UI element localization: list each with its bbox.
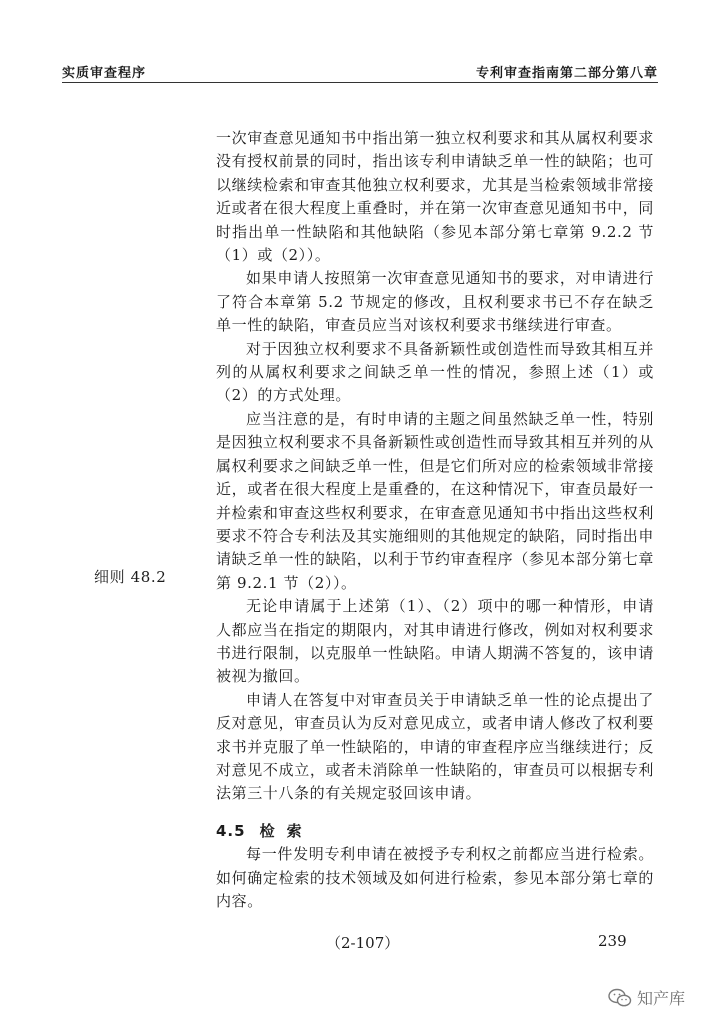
paragraph: 申请人在答复中对审查员关于申请缺乏单一性的论点提出了反对意见，审查员认为反对意见成立，或者申请人修改了权利要求书并克服了单一性缺陷的，申请的审查程序应当继续进行；反对意见不成立，或者未消除单一性缺陷的，审查员可以根据专利法第三十八条的有关规定驳回该申请。 bbox=[216, 690, 654, 803]
paragraph: 一次审查意见通知书中指出第一独立权利要求和其从属权利要求没有授权前景的同时，指出该专利申请缺乏单一性的缺陷；也可以继续检索和审查其他独立权利要求，尤其是当检索领域非常接近或者在很大程度上重叠时，并在第一次审查意见通知书中，同时指出单一性缺陷和其他缺陷（参见本部分第七章第 9.2.2 节（1）或（2））。 bbox=[216, 129, 654, 265]
margin-note: 细则 48.2 bbox=[94, 568, 167, 586]
page-number: 239 bbox=[598, 932, 627, 950]
wechat-icon bbox=[608, 988, 632, 1008]
paragraph: 对于因独立权利要求不具备新颖性或创造性而导致其相互并列的从属权利要求之间缺乏单一性的情况，参照上述（1）或（2）的方式处理。 bbox=[216, 339, 654, 405]
header-guide-title: 专利审查指南第二部分第八章 bbox=[475, 66, 658, 81]
paragraph: 如果申请人按照第一次审查意见通知书的要求，对申请进行了符合本章第 5.2 节规定的修改，且权利要求书已不存在缺乏单一性的缺陷，审查员应当对该权利要求书继续进行审查。 bbox=[216, 269, 654, 335]
watermark-text: 知产库 bbox=[637, 989, 686, 1008]
paragraph: 应当注意的是，有时申请的主题之间虽然缺乏单一性，特别是因独立权利要求不具备新颖性或创造性而导致其相互并列的从属权利要求之间缺乏单一性，但是它们所对应的检索领域非常接近，或者在很大程度上是重叠的，在这种情况下，审查员最好一并检索和审查这些权利要求，在审查意见通知书中指出这些权利要求不符合专利法及其实施细则的其他规定的缺陷，同时指出申请缺乏单一性的缺陷，以利于节约审查程序（参见本部分第七章第 9.2.1 节（2））。 bbox=[216, 409, 654, 592]
paragraph: 无论申请属于上述第（1）、（2）项中的哪一种情形，申请人都应当在指定的期限内，对其申请进行修改，例如对权利要求书进行限制，以克服单一性缺陷。申请人期满不答复的，该申请被视为撤回。 bbox=[216, 597, 654, 686]
section-name: 检索 bbox=[259, 821, 314, 840]
watermark bbox=[608, 986, 685, 1009]
section-heading bbox=[216, 820, 654, 843]
running-header bbox=[62, 56, 658, 83]
header-chapter-title: 实质审查程序 bbox=[62, 66, 147, 81]
page-code: （2-107） bbox=[326, 934, 400, 952]
section-paragraph: 每一件发明专利申请在被授予专利权之前都应当进行检索。如何确定检索的技术领域及如何进行检索，参见本部分第七章的内容。 bbox=[216, 845, 654, 910]
body-text bbox=[216, 127, 654, 913]
section-number: 4.5 bbox=[216, 821, 246, 840]
